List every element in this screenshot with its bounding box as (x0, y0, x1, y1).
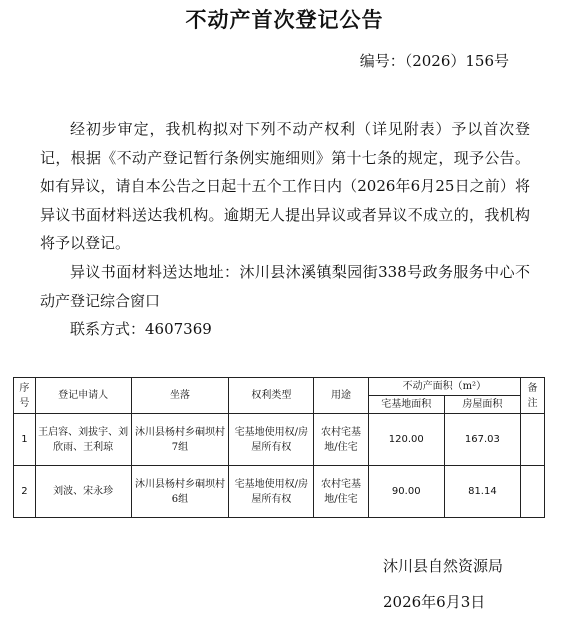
header-right-type: 权利类型 (229, 378, 314, 414)
cell-land-area: 90.00 (368, 466, 444, 518)
cell-applicant: 刘波、宋永珍 (35, 466, 131, 518)
contact-info: 联系方式：4607369 (70, 320, 212, 339)
document-number: 编号：（2026）156号 (359, 52, 509, 70)
cell-right-type: 宅基地使用权/房屋所有权 (229, 466, 314, 518)
cell-use: 农村宅基地/住宅 (314, 466, 368, 518)
header-location: 坐落 (131, 378, 229, 414)
cell-use: 农村宅基地/住宅 (314, 414, 368, 466)
header-applicant: 登记申请人 (35, 378, 131, 414)
objection-address: 异议书面材料送达地址：沐川县沐溪镇梨园街338号政务服务中心不动产登记综合窗口 (40, 262, 530, 310)
cell-remark (520, 414, 544, 466)
cell-right-type: 宅基地使用权/房屋所有权 (229, 414, 314, 466)
cell-house-area: 81.14 (444, 466, 520, 518)
issue-date: 2026年6月3日 (383, 593, 486, 611)
cell-location: 沐川县杨村乡硐坝村6组 (131, 466, 229, 518)
header-use: 用途 (314, 378, 368, 414)
notice-body (40, 115, 530, 344)
cell-house-area: 167.03 (444, 414, 520, 466)
header-land-area: 宅基地面积 (368, 396, 444, 414)
header-area-group: 不动产面积（m²） (368, 378, 520, 396)
header-remark: 备注 (520, 378, 544, 414)
cell-seq: 1 (14, 414, 36, 466)
header-house-area: 房屋面积 (444, 396, 520, 414)
header-seq: 序号 (14, 378, 36, 414)
table-row (14, 466, 545, 518)
cell-applicant: 王启容、刘拔宇、刘欣雨、王利琼 (35, 414, 131, 466)
notice-title: 不动产首次登记公告 (185, 7, 384, 32)
issuing-authority: 沐川县自然资源局 (383, 557, 504, 575)
cell-land-area: 120.00 (368, 414, 444, 466)
cell-seq: 2 (14, 466, 36, 518)
table-row (14, 414, 545, 466)
notice-paragraph-main: 经初步审定，我机构拟对下列不动产权利（详见附表）予以首次登记，根据《不动产登记暂行条例实施细则》第十七条的规定，现予公告。如有异议，请自本公告之日起十五个工作日内（2026年6月25日之前）将异议书面材料送达我机构。逾期无人提出异议或者异议不成立的，我机构将予以登记。 (40, 120, 530, 253)
cell-location: 沐川县杨村乡硐坝村7组 (131, 414, 229, 466)
cell-remark (520, 466, 544, 518)
appendix-table (13, 377, 545, 518)
